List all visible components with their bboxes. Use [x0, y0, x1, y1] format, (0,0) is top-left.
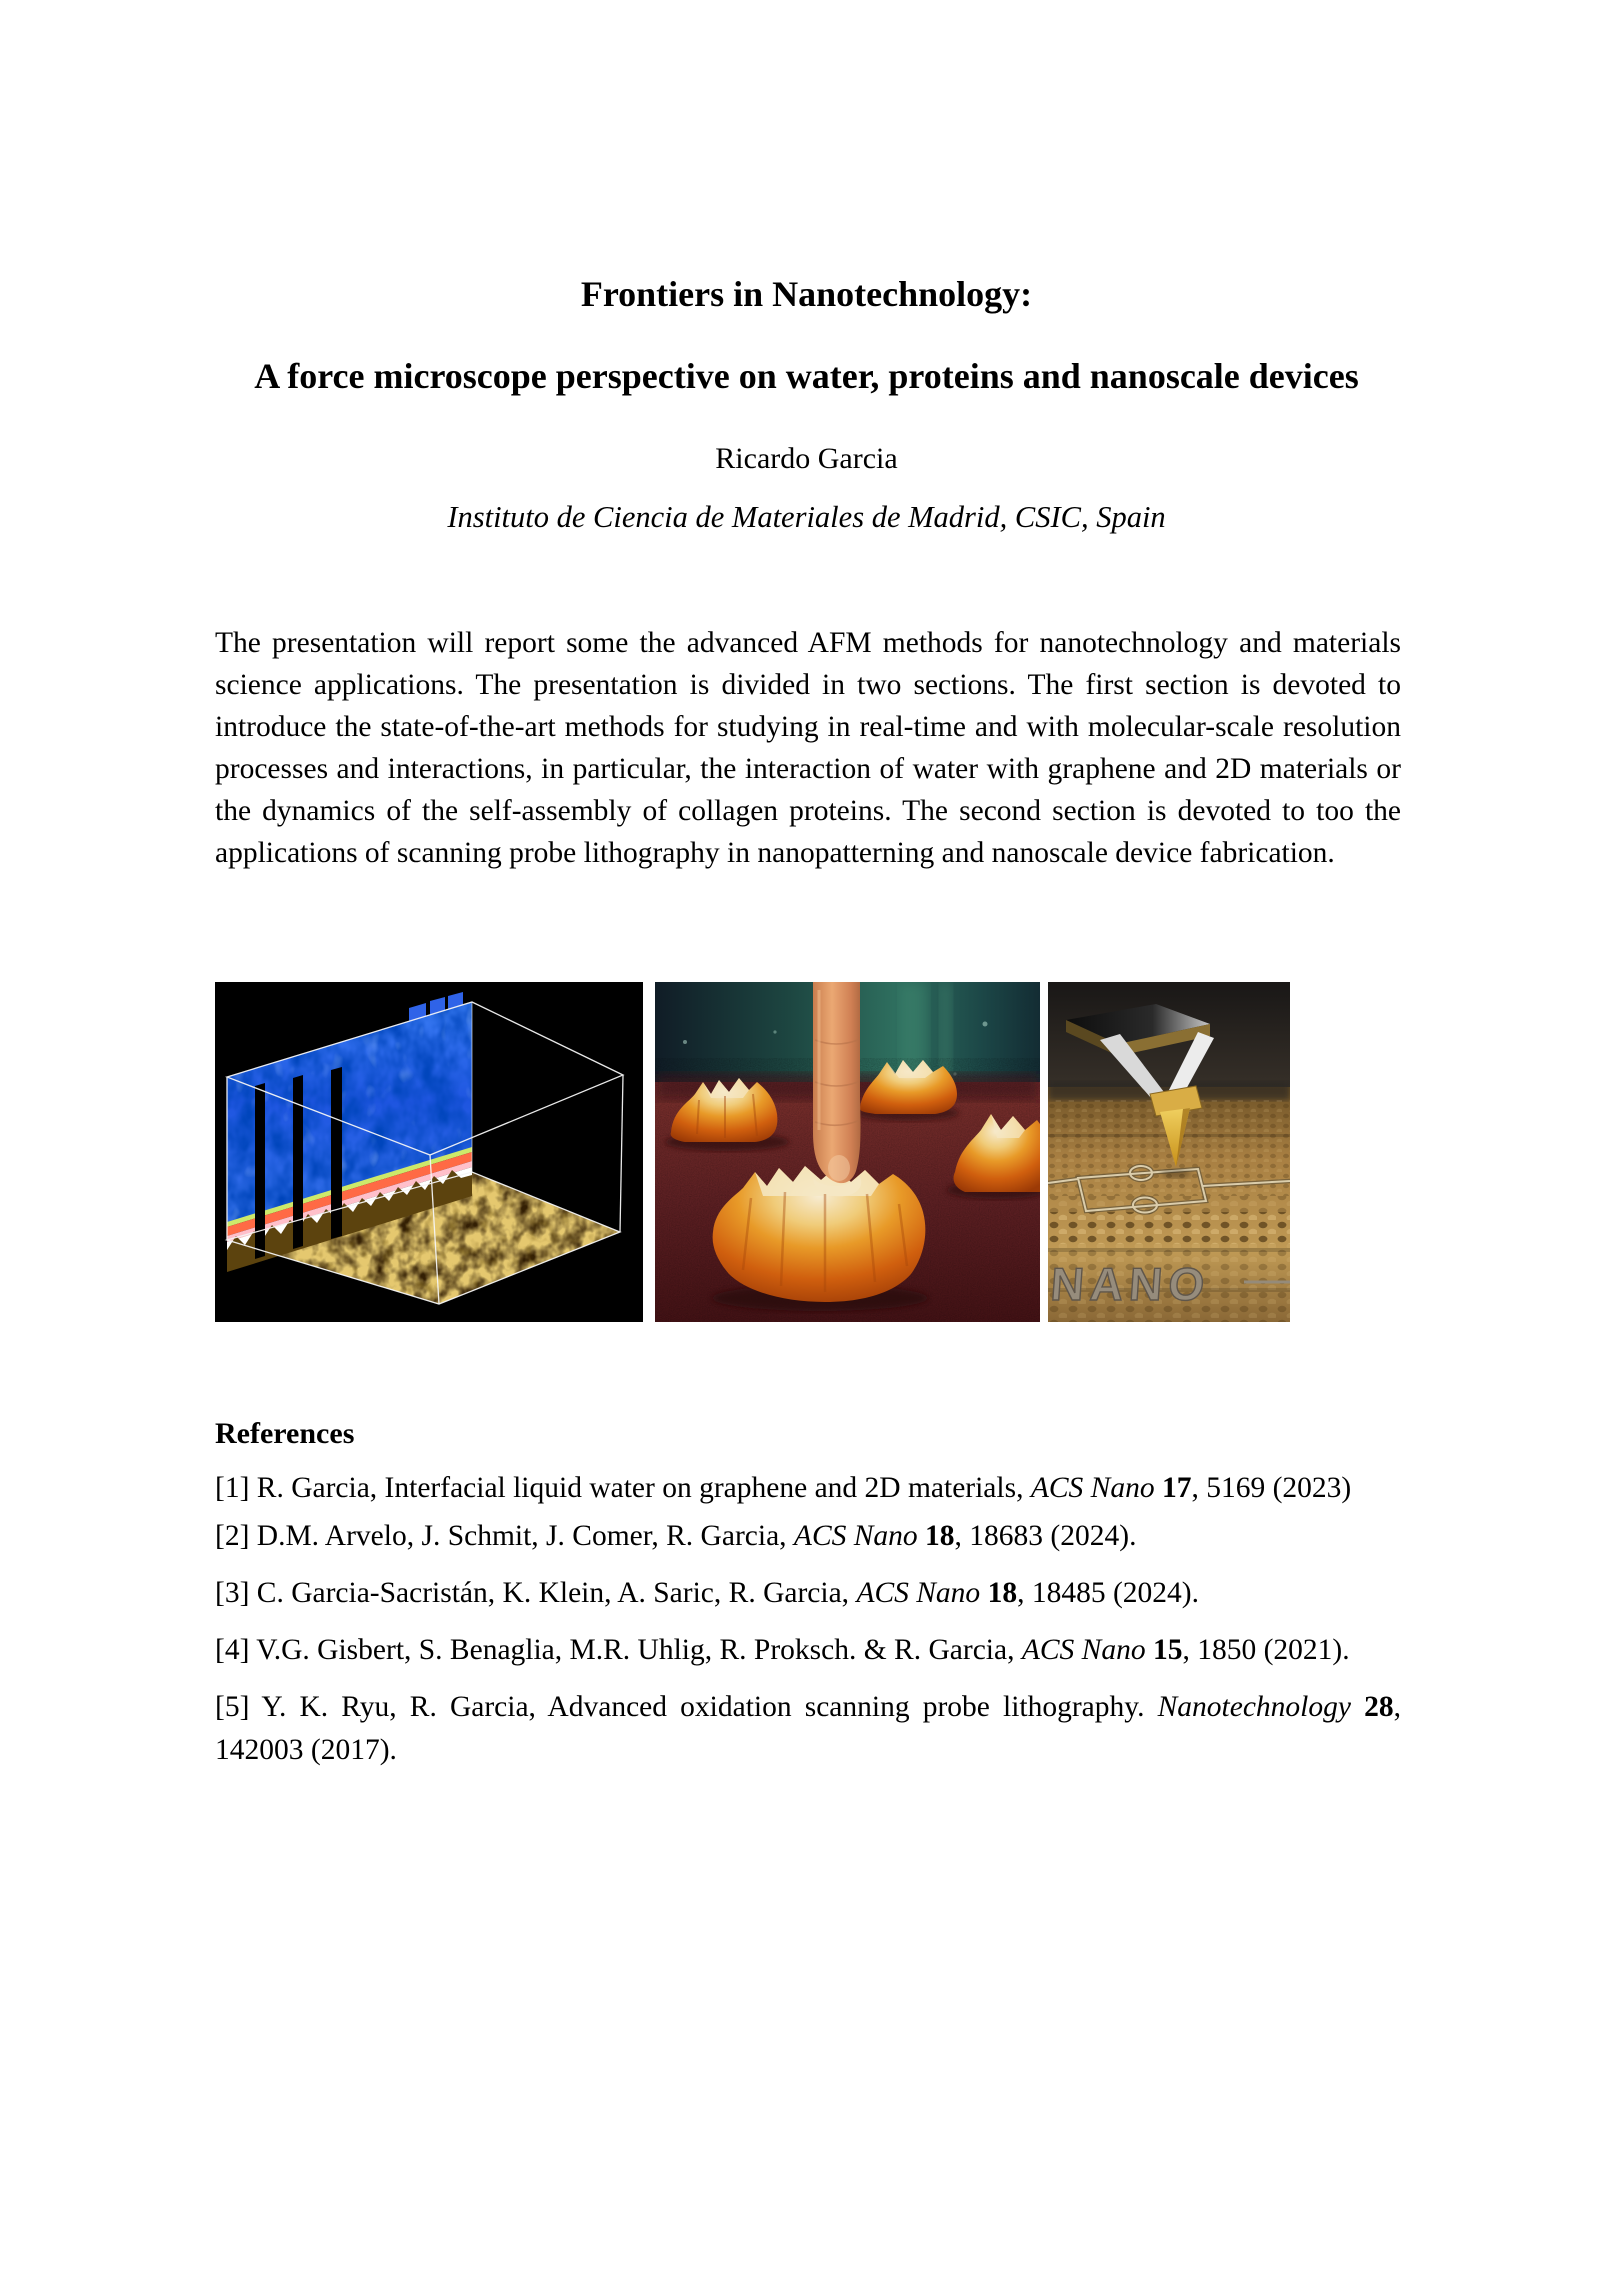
fig2-finger	[813, 982, 861, 1196]
reference-4: [4] V.G. Gisbert, S. Benaglia, M.R. Uhlig, R. Proksch. & R. Garcia, ACS Nano 15, 1850 (2021).	[215, 1634, 1350, 1666]
author-name: Ricardo Garcia	[715, 442, 898, 475]
references-section	[215, 1412, 1401, 1786]
reference-2: [2] D.M. Arvelo, J. Schmit, J. Comer, R. Garcia, ACS Nano 18, 18683 (2024).	[215, 1520, 1137, 1552]
references-list	[215, 1467, 1401, 1772]
page-title-line-1: Frontiers in Nanotechnology:	[580, 274, 1033, 315]
reference-5: [5] Y. K. Ryu, R. Garcia, Advanced oxidation scanning probe lithography. Nanotechnology 28, 142003 (2017).	[215, 1691, 1401, 1766]
figure-afm-3d-water-map	[215, 982, 643, 1322]
page-title-line-2: A force microscope perspective on water, proteins and nanoscale devices	[254, 356, 1359, 397]
reference-1: [1] R. Garcia, Interfacial liquid water on graphene and 2D materials, ACS Nano 17, 5169 (2023)	[215, 1472, 1352, 1504]
references-heading: References	[215, 1417, 355, 1450]
figure-finger-touching-proteins	[655, 982, 1040, 1322]
reference-3: [3] C. Garcia-Sacristán, K. Klein, A. Saric, R. Garcia, ACS Nano 18, 18485 (2024).	[215, 1577, 1199, 1609]
nano-label: NANO	[1049, 1258, 1213, 1310]
affiliation: Instituto de Ciencia de Materiales de Madrid, CSIC, Spain	[447, 500, 1166, 534]
abstract-paragraph: The presentation will report some the advanced AFM methods for nanotechnology and materials science applications. The presentation is divided in two sections. The first section is devoted to introduce the state-of-the-art methods for studying in real-time and with molecular-scale resolution processes and interactions, in particular, the interaction of water with graphene and 2D materials or the dynamics of the self-assembly of collagen proteins. The second section is devoted to too the applications of scanning probe lithography in nanopatterning and nanoscale device fabrication.	[215, 627, 1401, 869]
figure-afm-nanolithography	[1048, 982, 1290, 1322]
